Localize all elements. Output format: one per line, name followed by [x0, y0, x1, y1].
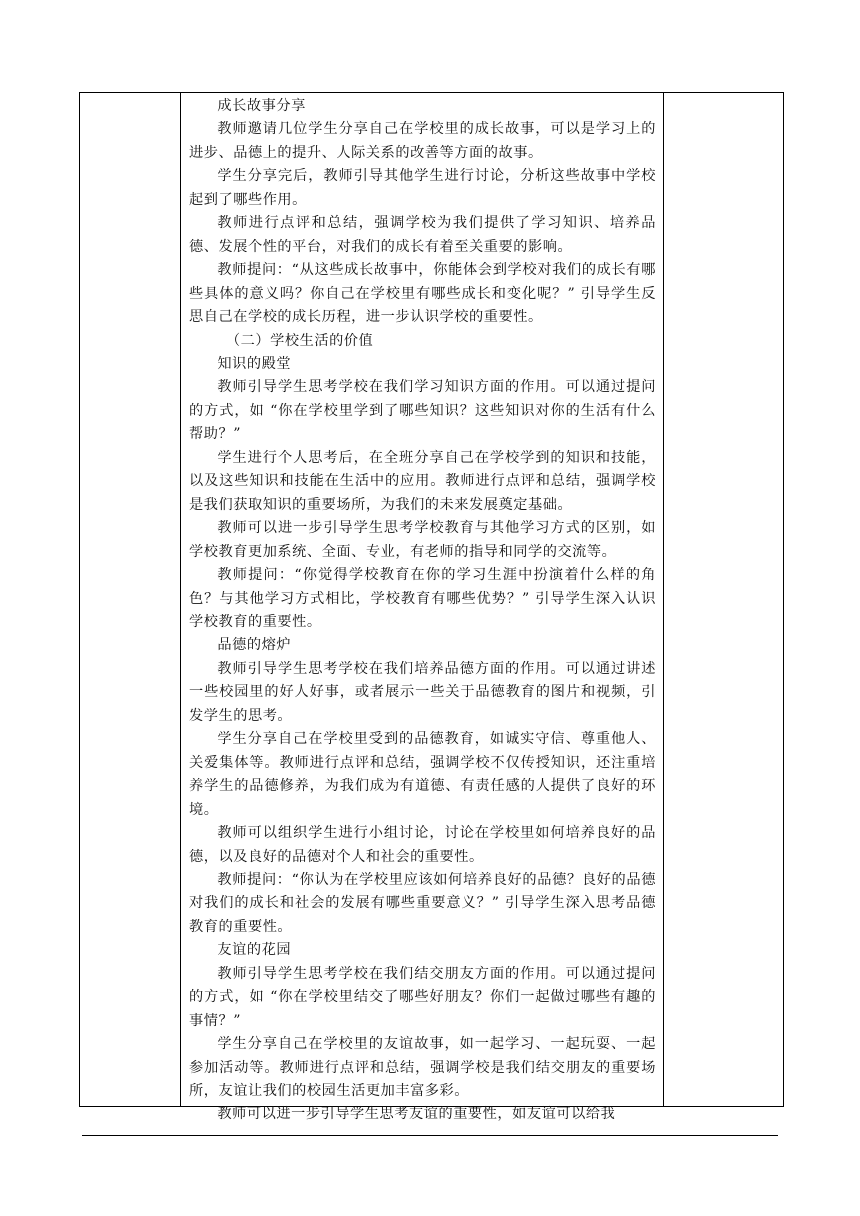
- paragraph: 学生分享自己在学校里的友谊故事，如一起学习、一起玩耍、一起参加活动等。教师进行点评和总结，强调学校是我们结交朋友的重要场所，友谊让我们的校园生活更加丰富多彩。: [189, 1036, 656, 1100]
- section-heading: 成长故事分享: [217, 98, 306, 114]
- paragraph: 教师引导学生思考学校在我们培养品德方面的作用。可以通过讲述一些校园里的好人好事，或者展示一些关于品德教育的图片和视频，引发学生的思考。: [189, 660, 656, 724]
- paragraph: 教师可以进一步引导学生思考友谊的重要性，如友谊可以给我: [217, 1106, 616, 1123]
- paragraph: 教师提问：“从这些成长故事中，你能体会到学校对我们的成长有哪些具体的意义吗？你自己在学校里有哪些成长和变化呢？” 引导学生反思自己在学校的成长历程，进一步认识学校的重要性。: [189, 262, 656, 326]
- left-column-cell: [80, 93, 181, 1106]
- right-column-cell: [663, 93, 783, 1106]
- section-heading: 品德的熔炉: [217, 637, 292, 654]
- content-cell: [182, 93, 663, 1123]
- section-heading: （二）学校生活的价值: [225, 332, 374, 349]
- paragraph: 教师提问：“你觉得学校教育在你的学习生涯中扮演着什么样的角色？与其他学习方式相比，学校教育有哪些优势？” 引导学生深入认识学校教育的重要性。: [189, 567, 656, 630]
- paragraph: 教师可以进一步引导学生思考学校教育与其他学习方式的区别，如学校教育更加系统、全面、专业，有老师的指导和同学的交流等。: [189, 520, 656, 560]
- paragraph: 教师进行点评和总结，强调学校为我们提供了学习知识、培养品德、发展个性的平台，对我们的成长有着至关重要的影响。: [189, 215, 656, 255]
- paragraph: 教师引导学生思考学校在我们学习知识方面的作用。可以通过提问的方式，如 “你在学校里学到了哪些知识？这些知识对你的生活有什么帮助？”: [189, 379, 656, 443]
- paragraph: 学生分享自己在学校里受到的品德教育，如诚实守信、尊重他人、关爱集体等。教师进行点评和总结，强调学校不仅传授知识，还注重培养学生的品德修养，为我们成为有道德、有责任感的人提供了良好的环境。: [189, 731, 656, 818]
- footer-rule: [82, 1135, 778, 1136]
- paragraph: 学生进行个人思考后，在全班分享自己在学校学到的知识和技能，以及这些知识和技能在生活中的应用。教师进行点评和总结，强调学校是我们获取知识的重要场所，为我们的未来发展奠定基础。: [189, 449, 656, 513]
- lesson-table: [79, 92, 784, 1123]
- section-heading: 友谊的花园: [217, 942, 292, 959]
- paragraph: 学生分享完后，教师引导其他学生进行讨论，分析这些故事中学校起到了哪些作用。: [189, 168, 656, 208]
- paragraph: 教师邀请几位学生分享自己在学校里的成长故事，可以是学习上的进步、品德上的提升、人际关系的改善等方面的故事。: [189, 121, 656, 161]
- paragraph: 教师引导学生思考学校在我们结交朋友方面的作用。可以通过提问的方式，如 “你在学校里结交了哪些好朋友？你们一起做过哪些有趣的事情？”: [189, 965, 656, 1029]
- paragraph: 教师提问：“你认为在学校里应该如何培养良好的品德？良好的品德对我们的成长和社会的发展有哪些重要意义？” 引导学生深入思考品德教育的重要性。: [189, 871, 656, 935]
- section-heading: 知识的殿堂: [217, 355, 292, 372]
- paragraph: 教师可以组织学生进行小组讨论，讨论在学校里如何培养良好的品德，以及良好的品德对个人和社会的重要性。: [189, 825, 656, 865]
